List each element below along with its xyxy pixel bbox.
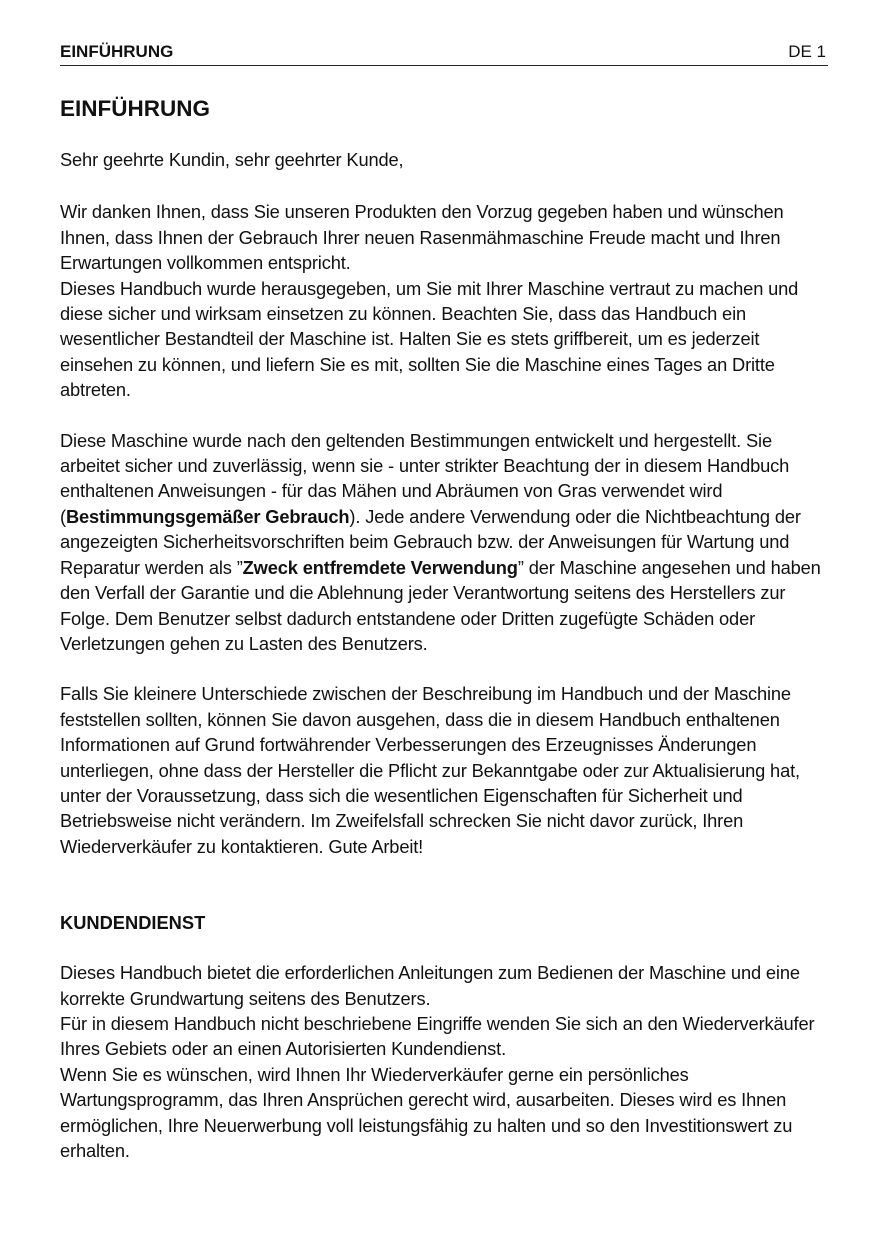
usage-text-2: ). Jede andere Verwendung oder die Nichtbeachtung der angezeigten Sicherheitsvorschriften beim Gebrauch bzw. der Anweisungen für Wartung und Reparatur werden als ” [60, 505, 801, 578]
usage-paragraph [60, 428, 828, 657]
header-section-title: EINFÜHRUNG [60, 42, 174, 61]
service-text-2: Für in diesem Handbuch nicht beschriebene Eingriffe wenden Sie sich an den Wiederverkäufer Ihres Gebiets oder an einen Autorisierten Kundendienst. [60, 1012, 815, 1060]
running-header [60, 42, 828, 66]
intended-use-term: Bestimmungsgemäßer Gebrauch [65, 505, 350, 527]
misuse-term: Zweck entfremdete Verwendung [242, 556, 518, 578]
differences-paragraph: Falls Sie kleinere Unterschiede zwischen der Beschreibung im Handbuch und der Maschine feststellen sollten, können Sie davon ausgehen, dass die in diesem Handbuch enthaltenen Informationen auf Grund fortwährender Verbesserungen des Erzeugnisses Änderungen unterliegen, ohne dass der Hersteller die Pflicht zur Bekanntgabe oder zur Aktualisierung hat, unter der Voraussetzung, dass sich die wesentlichen Eigenschaften für Sicherheit und Betriebsweise nicht verändern. Im Zweifelsfall schrecken Sie nicht davor zurück, Ihren Wiederverkäufer zu kontaktieren. Gute Arbeit! [60, 683, 800, 857]
page-title: EINFÜHRUNG [60, 96, 210, 121]
page-number: DE 1 [788, 42, 826, 61]
document-page [60, 42, 828, 1163]
service-text-3: Wenn Sie es wünschen, wird Ihnen Ihr Wiederverkäufer gerne ein persönliches Wartungsprogramm, das Ihren Ansprüchen gerecht wird, ausarbeiten. Dieses wird es Ihnen ermöglichen, Ihre Neuerwerbung voll leistungsfähig zu halten und so den Investitionswert zu erhalten. [60, 1063, 793, 1161]
service-text-1: Dieses Handbuch bietet die erforderlichen Anleitungen zum Bedienen der Maschine und eine korrekte Grundwartung seitens des Benutzers. [60, 962, 800, 1009]
service-heading: KUNDENDIENST [60, 912, 206, 934]
usage-text-3: ” der Maschine angesehen und haben den Verfall der Garantie und die Ablehnung jeder Verantwortung seitens des Herstellers zur Folge. Dem Benutzer selbst dadurch entstandene oder Dritten zugefügte Schäden oder Verletzungen gehen zu Lasten des Benutzers. [60, 556, 821, 654]
intro-paragraph-text: Wir danken Ihnen, dass Sie unseren Produkten den Vorzug gegeben haben und wünschen Ihnen, dass Ihnen der Gebrauch Ihrer neuen Rasenmähmaschine Freude macht und Ihren Erwartungen vollkommen entspricht. [60, 201, 784, 274]
intro-paragraph-text-2: Dieses Handbuch wurde herausgegeben, um Sie mit Ihrer Maschine vertraut zu machen und diese sicher und wirksam einsetzen zu können. Beachten Sie, dass das Handbuch ein wesentlicher Bestandteil der Maschine ist. Halten Sie es stets griffbereit, um es jederzeit einsehen zu können, und liefern Sie es mit, sollten Sie die Maschine eines Tages an Dritte abtreten. [60, 277, 799, 401]
usage-text-1: Diese Maschine wurde nach den geltenden Bestimmungen entwickelt und hergestellt. Sie arbeitet sicher und zuverlässig, wenn sie - unter strikter Beachtung der in diesem Handbuch enthaltenen Anweisungen - für das Mähen und Abräumen von Gras verwendet wird ( [60, 429, 790, 527]
intro-paragraph [60, 199, 828, 402]
service-paragraph [60, 960, 828, 1163]
salutation: Sehr geehrte Kundin, sehr geehrter Kunde, [60, 149, 404, 170]
